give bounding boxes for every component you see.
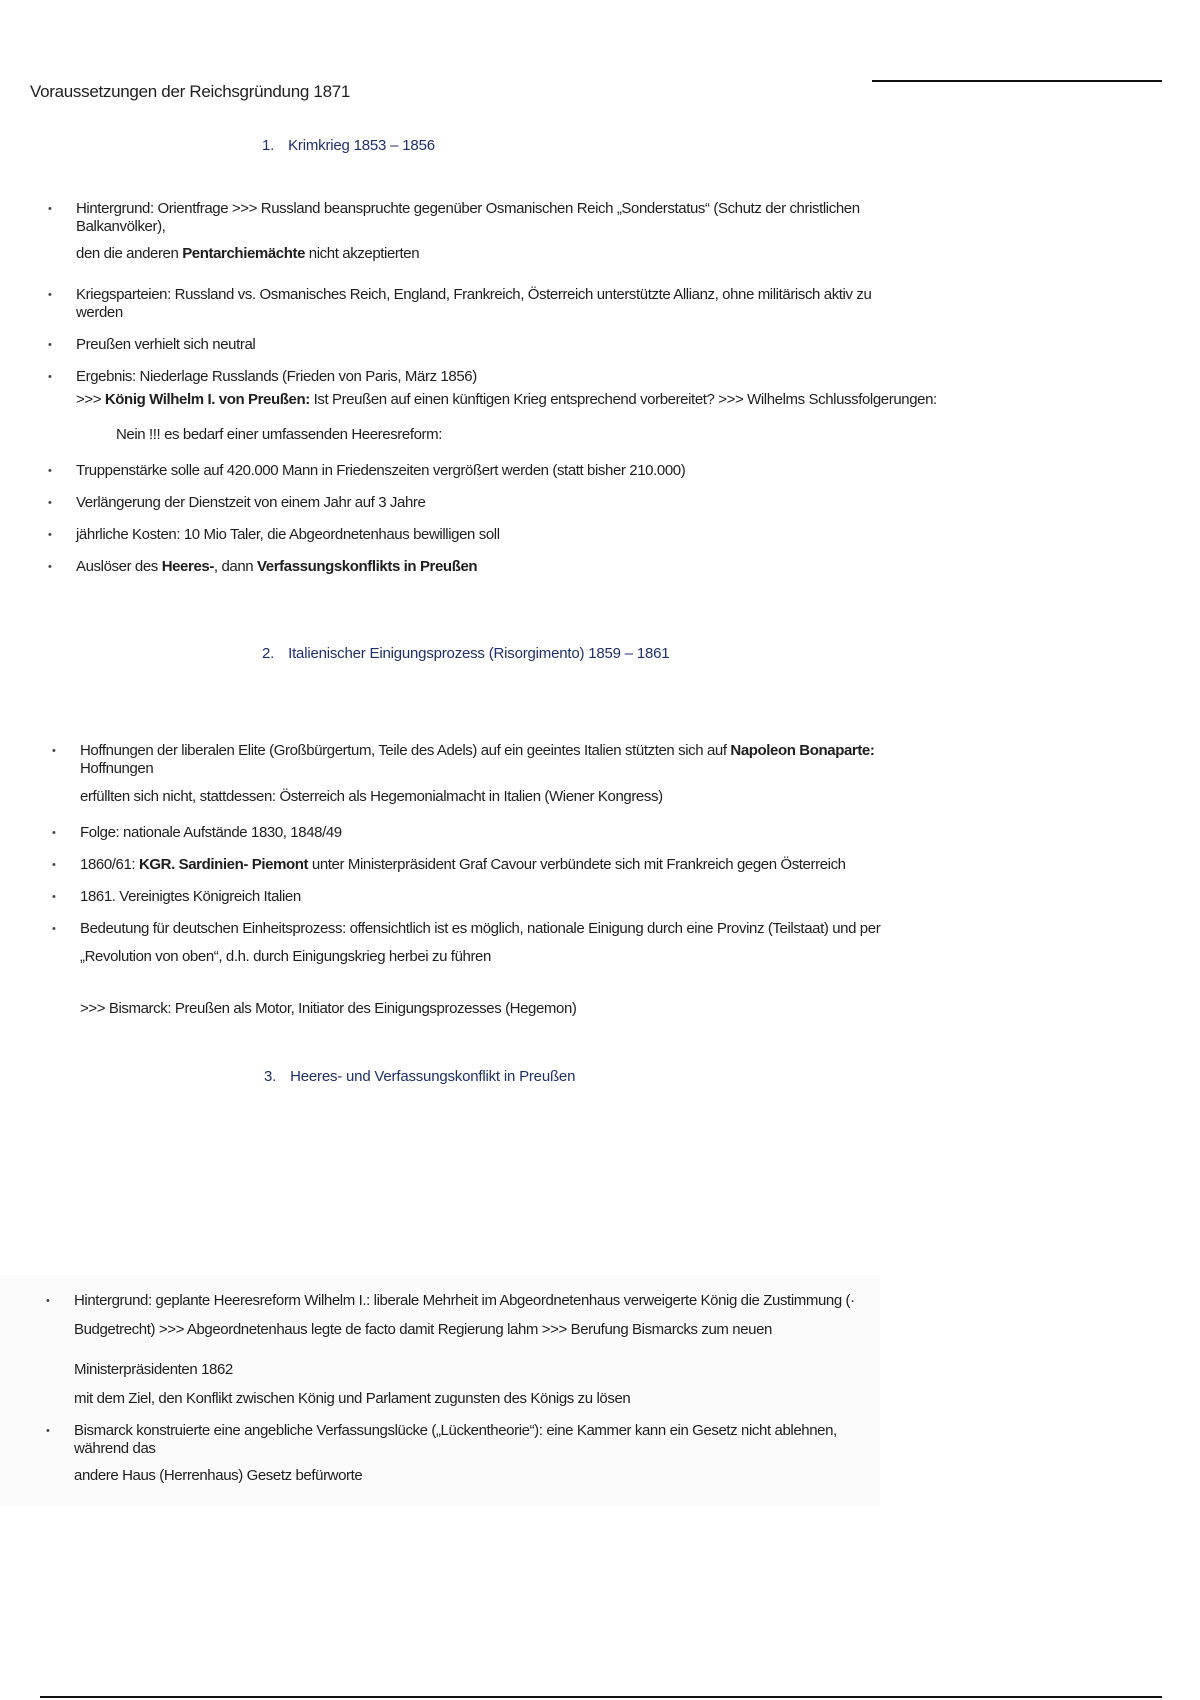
bullet-text: Hoffnungen der liberalen Elite (Großbürgertum, Teile des Adels) auf ein geeintes Italien stützten sich auf (80, 742, 731, 759)
list-item (48, 462, 888, 480)
list-item (52, 824, 892, 842)
section-1-answer: Nein !!! es bedarf einer umfassenden Heeresreform: (116, 426, 443, 443)
section-1-title: Krimkrieg 1853 – 1856 (288, 137, 435, 154)
arrow-prefix: >>> (76, 391, 105, 408)
list-item (46, 1422, 876, 1494)
list-item (48, 336, 888, 354)
section-3-list (46, 1292, 876, 1508)
list-item (48, 200, 888, 272)
list-item (48, 494, 888, 512)
section-3-heading (264, 1068, 575, 1085)
section-3-title: Heeres- und Verfassungskonflikt in Preußen (290, 1068, 576, 1085)
section-1-list-2 (48, 462, 888, 590)
list-item (52, 742, 892, 816)
list-item (48, 526, 888, 544)
bullet-text: Folge: nationale Aufstände 1830, 1848/49 (80, 824, 342, 841)
section-2-conclusion: >>> Bismarck: Preußen als Motor, Initiator des Einigungsprozesses (Hegemon) (80, 1000, 577, 1017)
bold-term: KGR. Sardinien- Piemont (138, 856, 309, 873)
bottom-rule (40, 1696, 1162, 1698)
bullet-text: Hintergrund: Orientfrage >>> Russland beanspruchte gegenüber Osmanischen Reich „Sonderstatus“ (Schutz der christlichen Balkanvölker), (76, 200, 860, 235)
bullet-text: Hintergrund: geplante Heeresreform Wilhelm I.: liberale Mehrheit im Abgeordnetenhaus verweigerte König die Zustimmung (· (74, 1292, 855, 1309)
list-item (48, 286, 888, 322)
bullet-text: jährliche Kosten: 10 Mio Taler, die Abgeordnetenhaus bewilligen soll (76, 526, 500, 543)
list-item (48, 558, 888, 576)
bullet-text: 1860/61: (80, 856, 139, 873)
bullet-text-line2: „Revolution von oben“, d.h. durch Einigungskrieg herbei zu führen (80, 948, 491, 965)
bullet-text: nicht akzeptierten (305, 245, 420, 262)
section-2-list (52, 742, 892, 990)
bold-term: Verfassungskonflikts in Preußen (257, 558, 478, 575)
bullet-text: Ergebnis: Niederlage Russlands (Frieden von Paris, März 1856) (76, 368, 477, 385)
section-2-heading (262, 645, 669, 662)
bullet-text: Hoffnungen (80, 760, 154, 777)
bullet-text-line2: andere Haus (Herrenhaus) Gesetz befürworte (74, 1467, 363, 1484)
bold-term: Napoleon Bonaparte: (730, 742, 875, 759)
bullet-text: 1861. Vereinigtes Königreich Italien (80, 888, 301, 905)
bullet-text-line3: mit dem Ziel, den Konflikt zwischen König und Parlament zugunsten des Königs zu lösen (74, 1390, 631, 1407)
bullet-text: Bismarck konstruierte eine angebliche Verfassungslücke („Lückentheorie“): eine Kammer kann ein Gesetz nicht ablehnen, während das (74, 1422, 837, 1457)
bold-term: König Wilhelm I. von Preußen: (104, 391, 310, 408)
bullet-text-line2: erfüllten sich nicht, stattdessen: Österreich als Hegemonialmacht in Italien (Wiener Kongress) (80, 788, 663, 805)
section-1-heading (262, 137, 435, 154)
bullet-text: , dann (213, 558, 257, 575)
bullet-text: Kriegsparteien: Russland vs. Osmanisches Reich, England, Frankreich, Österreich unterstützte Allianz, ohne militärisch aktiv zu werden (76, 286, 872, 321)
bullet-text: den die anderen (76, 245, 183, 262)
list-item (52, 888, 892, 906)
list-item (48, 368, 888, 386)
list-item (52, 920, 892, 976)
section-1-list (48, 200, 888, 400)
bullet-text: Bedeutung für deutschen Einheitsprozess: offensichtlich ist es möglich, nationale Einigung durch eine Provinz (Teilstaat) und per (80, 920, 881, 937)
list-item (46, 1292, 876, 1408)
section-2-number: 2. (262, 645, 275, 662)
bullet-text-line2: Budgetrecht) >>> Abgeordnetenhaus legte de facto damit Regierung lahm >>> Berufung Bismarcks zum neuen Ministerpräsidenten 1862 (74, 1321, 773, 1378)
list-item (52, 856, 892, 874)
bullet-text: Preußen verhielt sich neutral (76, 336, 256, 353)
bullet-text: unter Ministerpräsident Graf Cavour verbündete sich mit Frankreich gegen Österreich (308, 856, 846, 873)
bold-term: Heeres- (161, 558, 214, 575)
section-1-conclusion (76, 391, 937, 408)
bullet-text: Truppenstärke solle auf 420.000 Mann in Friedenszeiten vergrößert werden (statt bisher 210.000) (76, 462, 686, 479)
bullet-text: Verlängerung der Dienstzeit von einem Jahr auf 3 Jahre (76, 494, 426, 511)
section-1-number: 1. (262, 137, 275, 154)
top-right-rule (872, 80, 1162, 82)
document-title: Voraussetzungen der Reichsgründung 1871 (30, 82, 351, 101)
section-2-title: Italienischer Einigungsprozess (Risorgimento) 1859 – 1861 (288, 645, 670, 662)
section-3-number: 3. (264, 1068, 277, 1085)
bullet-text-line2 (76, 245, 419, 262)
bold-term: Pentarchiemächte (182, 245, 306, 262)
bullet-text: Auslöser des (76, 558, 162, 575)
conclusion-text: Ist Preußen auf einen künftigen Krieg entsprechend vorbereitet? >>> Wilhelms Schlussfolgerungen: (309, 391, 937, 408)
